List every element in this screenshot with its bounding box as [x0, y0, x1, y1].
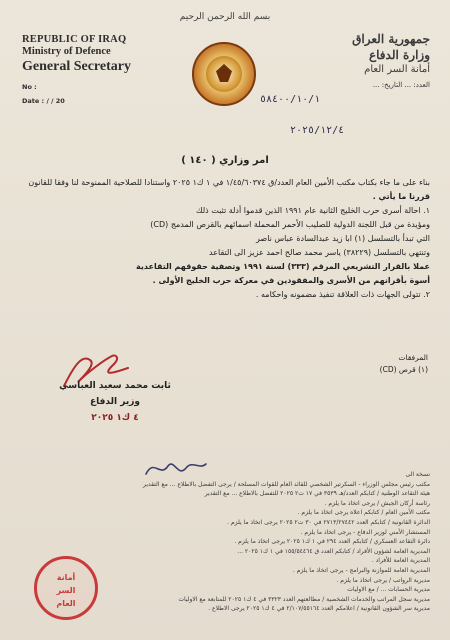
- attachments-block: [348, 352, 428, 376]
- letterhead-country: REPUBLIC OF IRAQ: [22, 34, 127, 45]
- copies-line: المديرية العامة للموازنة والبرامج - يرجى اتخاذ ما يلزم .: [292, 566, 430, 574]
- item1-line-b: ومؤيدة من قبل اللجنة الدولية للصليب الأحمر المحملة اسمائهم بالقرص المدمج (CD): [150, 220, 430, 229]
- order-body: [22, 176, 430, 302]
- handwritten-reference-number: ٥٨٤٠٠/١٠/١: [260, 94, 321, 105]
- attachments-item: (١) قرص (CD): [379, 365, 428, 374]
- arabic-letterhead: [290, 32, 430, 89]
- body-decided: قررنا ما يأتي .: [372, 192, 430, 201]
- english-letterhead: [22, 34, 152, 105]
- letterhead-office: General Secretary: [22, 59, 131, 74]
- copies-line: هيئة التقاعد الوطنية / كتابكم العدد/هـ ٣٥٣٩ في ١٧ ت٢ ٢٠٢٥ للتفضل بالاطلاع ... مع التقدير: [204, 490, 430, 498]
- copies-line: المديرية العامة لشؤون الأفراد / كتابكم العدد ق ١٥٥/٥٤٤٦٤ في ١ ك١ ٢٠٢٥ ...: [237, 547, 430, 555]
- letterhead-ministry: Ministry of Defence: [22, 46, 111, 57]
- copies-line: مديرية سجل المراتب والخدمات الشخصية / مطالعتهم العدد ٣٣٢٣ في ٤ ك١ ٢٠٢٥ للمتابعة مع الاوليات: [178, 595, 430, 603]
- copies-line: رئاسة أركان الجيش / يرجى اتخاذ ما يلزم .: [324, 499, 430, 507]
- copies-line: مديرية سر الشؤون القانونية / اعلامكم العدد ٢/١٠٧/٥٥١٦٤ في ٤ ك١ ٢٠٢٥ يرجى الاطلاع .: [208, 605, 430, 613]
- copies-line: المستشار الأمني لوزير الدفاع - يرجى اتخاذ ما يلزم .: [300, 528, 430, 536]
- item1-line-f: أسوة بأقرانهم من الأسرى والمفقودين في معركة حرب الخليج الأولى .: [152, 276, 430, 285]
- letterhead-date-label: Date :: [22, 97, 45, 105]
- copies-line: مكتب الأمين العام / كتابكم اعلاه يرجى اتخاذ ما يلزم .: [297, 509, 430, 517]
- copies-line: الدائرة القانونية / كتابكم العدد ٢٧١٣/٢٧٤٤٢ في ٣٠ ت٢ ٢٠٢٥ يرجى اتخاذ ما يلزم .: [227, 518, 430, 526]
- letterhead-ministry-ar: وزارة الدفاع: [368, 48, 430, 62]
- item2-line: ٢. تتولى الجهات ذات العلاقة تنفيذ مضمونه واحكامه .: [255, 290, 430, 299]
- official-stamp: [34, 556, 98, 620]
- ministry-emblem-icon: [192, 42, 256, 106]
- copies-line: نسخة الى: [405, 471, 430, 478]
- handwritten-date: ٢٠٢٥/١٢/٤: [290, 125, 345, 136]
- stamp-line-3: العام: [56, 599, 76, 608]
- copies-line: مكتب رئيس مجلس الوزراء - السكرتير الشخصي للقائد العام للقوات المسلحة / يرجى التفضل بالاطلاع ... مع التقدير: [143, 480, 430, 488]
- letterhead-date-slots: / / 20: [46, 97, 65, 105]
- copies-line: مديرية الحسابات ... / مع الاوليات: [347, 586, 430, 594]
- signer-date: ٤ ك١ ٢٠٢٥: [91, 413, 139, 423]
- letterhead-date-line: [22, 97, 152, 105]
- letterhead-country-ar: جمهورية العراق: [352, 32, 430, 46]
- stamp-line-1: أمانة: [56, 573, 76, 582]
- copies-line: دائرة التقاعد العسكري / كتابكم العدد ٢٩٤ في ١ ك١ ٢٠٢٥ يرجى اتخاذ ما يلزم .: [234, 538, 430, 546]
- item1-line-a: ١. احالة أسرى حرب الخليج الثانية عام ١٩٩١ الذين قدموا أدلة تثبت ذلك: [195, 206, 430, 215]
- stamp-line-2: السر: [56, 586, 76, 595]
- basmala: بسم الله الرحمن الرحيم: [179, 12, 271, 22]
- body-paragraph-1: بناء على ما جاء بكتاب مكتب الأمين العام العدد/ق ١/٤٥/٦٠٣٧٤ في ١ ك١ ٢٠٢٥ واستنادا للصلاحية الممنوحة لنا وفقا للقانون: [28, 178, 430, 187]
- copies-line: مديرية الرواتب / يرجى اتخاذ ما يلزم .: [336, 576, 430, 584]
- item1-line-e: عملا بالقرار التشريعي المرقم (٣٣٣) لسنة ١٩٩١ وتصفية حقوقهم التقاعدية: [136, 262, 430, 271]
- letterhead-meta-ar: العدد: ... التاريخ: ...: [372, 81, 430, 89]
- attachments-label: المرفقات: [398, 353, 428, 362]
- letterhead-office-ar: أمانة السر العام: [364, 64, 430, 75]
- order-title: امر وزاري ( ١٤٠ ): [181, 155, 269, 166]
- item1-line-d: وتنتهي بالتسلسل (٣٨٢٢٩) ياسر محمد صالح احمد عزيز الى التقاعد: [209, 248, 430, 257]
- signer-block: [40, 378, 190, 426]
- letterhead-number-label: No :: [22, 83, 37, 91]
- signer-title: وزير الدفاع: [90, 397, 140, 407]
- signer-name: ثابت محمد سعيد العباسي: [59, 381, 171, 391]
- copies-line: المديرية العامة للأفراد .: [371, 557, 430, 565]
- item1-line-c: التي تبدأ بالتسلسل (١) ابا زيد عبدالسادة عباس ناصر: [255, 234, 430, 243]
